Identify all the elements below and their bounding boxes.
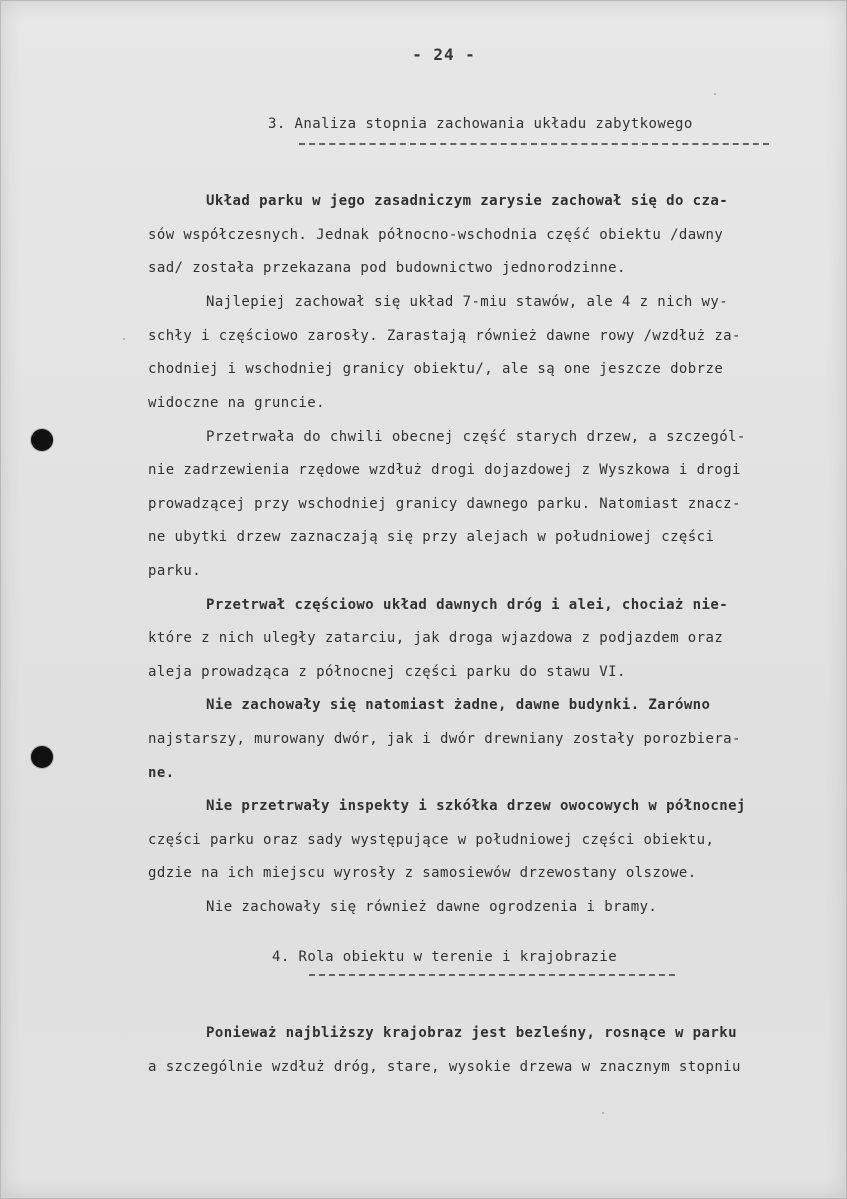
section-4-heading: 4. Rola obiektu w terenie i krajobrazie (272, 949, 618, 965)
section-3-line-16: Nie zachowały się natomiast żadne, dawne budynki. Zarówno (206, 697, 711, 713)
paper-speck (714, 93, 716, 95)
section-3-line-3: sad/ została przekazana pod budownictwo jednorodzinne. (148, 260, 626, 276)
section-3-line-2: sów współczesnych. Jednak północno-wschodnia część obiektu /dawny (148, 227, 724, 243)
section-3-line-4: Najlepiej zachował się układ 7-miu stawów, ale 4 z nich wy- (206, 294, 729, 310)
section-3-line-1: Układ parku w jego zasadniczym zarysie zachował się do cza- (206, 193, 729, 209)
paper-speck (123, 338, 125, 340)
punch-hole-bottom (31, 746, 53, 768)
section-3-line-20: części parku oraz sady występujące w południowej części obiektu, (148, 832, 715, 848)
section-3-line-10: prowadzącej przy wschodniej granicy dawnego parku. Natomiast znacz- (148, 496, 741, 512)
section-3-line-6: chodniej i wschodniej granicy obiektu/, ale są one jeszcze dobrze (148, 361, 724, 377)
section-4-line-1: Ponieważ najbliższy krajobraz jest bezleśny, rosnące w parku (206, 1025, 737, 1041)
section-3-line-8: Przetrwała do chwili obecnej część starych drzew, a szczegól- (206, 429, 746, 445)
page-number: - 24 - (412, 45, 476, 64)
section-3-line-9: nie zadrzewienia rzędowe wzdłuż drogi dojazdowej z Wyszkowa i drogi (148, 462, 741, 478)
section-3-line-15: aleja prowadząca z północnej części parku do stawu VI. (148, 664, 626, 680)
section-3-underline (299, 143, 769, 145)
section-3-line-13: Przetrwał częściowo układ dawnych dróg i alei, chociaż nie- (206, 597, 729, 613)
section-3-line-11: ne ubytki drzew zaznaczają się przy alejach w południowej części (148, 529, 715, 545)
section-3-line-7: widoczne na gruncie. (148, 395, 325, 411)
section-3-line-19: Nie przetrwały inspekty i szkółka drzew owocowych w północnej (206, 798, 746, 814)
section-3-line-17: najstarszy, murowany dwór, jak i dwór drewniany zostały porozbiera- (148, 731, 741, 747)
section-3-line-14: które z nich uległy zatarciu, jak droga wjazdowa z podjazdem oraz (148, 630, 724, 646)
section-3-line-5: schły i częściowo zarosły. Zarastają również dawne rowy /wzdłuż za- (148, 328, 741, 344)
section-4-line-2: a szczególnie wzdłuż dróg, stare, wysokie drzewa w znacznym stopniu (148, 1059, 741, 1075)
section-3-line-21: gdzie na ich miejscu wyrosły z samosiewów drzewostany olszowe. (148, 865, 697, 881)
paper-speck (602, 1112, 604, 1114)
section-3-line-22: Nie zachowały się również dawne ogrodzenia i bramy. (206, 899, 658, 915)
section-3-line-12: parku. (148, 563, 202, 579)
section-3-heading: 3. Analiza stopnia zachowania układu zabytkowego (268, 116, 693, 132)
punch-hole-top (31, 429, 53, 451)
section-3-line-18: ne. (148, 765, 175, 781)
section-4-underline (309, 974, 675, 976)
